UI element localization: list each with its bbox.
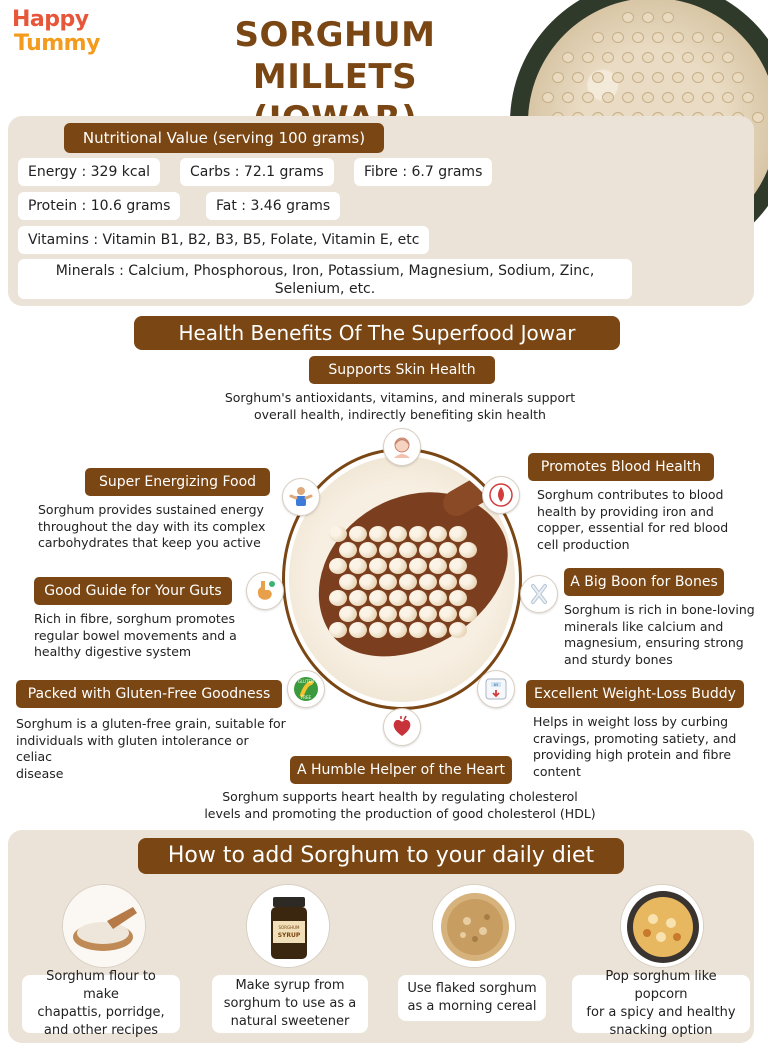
benefit-guts-line1: Rich in fibre, sorghum promotes <box>34 611 235 626</box>
blood-drop-icon <box>482 476 520 514</box>
benefit-weight-line1: Helps in weight loss by curbing <box>533 714 729 729</box>
benefit-bones-line1: Sorghum is rich in bone-loving <box>564 602 755 617</box>
bowl-grain <box>622 12 634 23</box>
benefit-energy-line2: throughout the day with its complex <box>38 518 266 534</box>
sorghum-seed <box>399 542 417 558</box>
sorghum-seed <box>439 606 457 622</box>
nutrition-protein: Protein : 10.6 grams <box>18 192 180 220</box>
diet-item-popped-line1: Pop sorghum like popcorn <box>605 969 717 1002</box>
nutrition-vitamins: Vitamins : Vitamin B1, B2, B3, B5, Folate, Vitamin E, etc <box>18 226 429 254</box>
sorghum-seed <box>349 558 367 574</box>
bowl-grain <box>722 52 734 63</box>
sorghum-seed <box>459 574 477 590</box>
benefit-heart-text <box>150 789 650 822</box>
benefit-weight-line3: providing high protein and fibre <box>533 747 732 762</box>
sorghum-syrup-image <box>246 884 330 968</box>
sorghum-seed <box>419 574 437 590</box>
sorghum-seed <box>459 542 477 558</box>
bowl-grain <box>742 92 754 103</box>
diet-item-syrup-line2: sorghum to use as a <box>223 996 357 1011</box>
bowl-grain <box>672 32 684 43</box>
diet-item-popped <box>572 969 750 1038</box>
scale-icon-reading: 65 <box>493 683 499 688</box>
sorghum-seed <box>419 606 437 622</box>
sorghum-seed <box>359 542 377 558</box>
benefit-heart-line1: Sorghum supports heart health by regulating cholesterol <box>222 789 578 804</box>
sorghum-seed <box>409 622 427 638</box>
sorghum-seed <box>339 606 357 622</box>
sorghum-seed <box>439 574 457 590</box>
bowl-grain <box>732 72 744 83</box>
bone-icon <box>520 575 558 613</box>
benefit-bones-line4: and sturdy bones <box>564 651 673 667</box>
sorghum-seed <box>359 606 377 622</box>
sorghum-seed <box>379 574 397 590</box>
bowl-grain <box>562 92 574 103</box>
benefit-blood-title: Promotes Blood Health <box>528 453 714 481</box>
benefit-skin-line2: overall health, indirectly benefiting skin health <box>254 406 546 422</box>
benefit-energy-text <box>38 502 288 552</box>
diet-item-flakes-line1: Use flaked sorghum <box>407 981 537 996</box>
sorghum-seed <box>449 558 467 574</box>
sorghum-seed <box>429 558 447 574</box>
benefit-heart-line2: levels and promoting the production of good cholesterol (HDL) <box>204 805 596 821</box>
sorghum-seed <box>359 574 377 590</box>
benefit-guts-text <box>34 611 274 661</box>
benefit-gluten-line1: Sorghum is a gluten-free grain, suitable for <box>16 716 286 731</box>
benefit-bones-title: A Big Boon for Bones <box>564 568 724 596</box>
bowl-grain <box>622 52 634 63</box>
benefit-energy-line3: carbohydrates that keep you active <box>38 535 261 550</box>
sorghum-seed <box>449 590 467 606</box>
sorghum-seed <box>399 606 417 622</box>
benefit-skin-line1: Sorghum's antioxidants, vitamins, and minerals support <box>224 390 576 405</box>
sorghum-seed <box>439 542 457 558</box>
sorghum-seed <box>459 606 477 622</box>
benefit-bones-line3: magnesium, ensuring strong <box>564 635 744 650</box>
sorghum-seed <box>339 542 357 558</box>
gluten-free-icon-label-bottom: FREE <box>300 695 312 700</box>
diet-item-flakes <box>398 975 546 1021</box>
sorghum-seed <box>449 526 467 542</box>
sorghum-seed <box>429 526 447 542</box>
benefit-gluten-text <box>16 716 286 782</box>
bowl-grain <box>702 52 714 63</box>
bowl-grain <box>682 52 694 63</box>
sorghum-seed <box>329 526 347 542</box>
gluten-free-icon-label-top: GLUTEN <box>297 679 315 684</box>
benefit-heart-title: A Humble Helper of the Heart <box>290 756 512 784</box>
sorghum-seed <box>369 558 387 574</box>
benefit-bones-text <box>564 602 764 668</box>
diet-item-syrup <box>212 975 368 1033</box>
sorghum-seed <box>389 622 407 638</box>
nutrition-minerals-line1: Minerals : Calcium, Phosphorous, Iron, Potassium, Magnesium, Sodium, Zinc, <box>55 263 595 279</box>
benefit-energy-title: Super Energizing Food <box>85 468 270 496</box>
bowl-grain <box>582 92 594 103</box>
sorghum-seed <box>369 526 387 542</box>
sorghum-seed <box>349 622 367 638</box>
diet-item-flour-line1: Sorghum flour to make <box>46 969 156 1002</box>
diet-item-flakes-line2: as a morning cereal <box>407 999 537 1014</box>
diet-item-flour-line2: chapattis, porridge, <box>37 1005 165 1020</box>
benefit-blood-line2: health by providing iron and <box>537 503 714 519</box>
face-icon <box>383 428 421 466</box>
benefit-guts-title: Good Guide for Your Guts <box>34 577 232 605</box>
nutrition-fibre: Fibre : 6.7 grams <box>354 158 492 186</box>
benefit-weight-text <box>533 714 763 780</box>
diet-item-popped-line2: for a spicy and healthy <box>586 1005 736 1020</box>
nutrition-title: Nutritional Value (serving 100 grams) <box>64 123 384 153</box>
diet-item-flour-line3: and other recipes <box>43 1023 159 1038</box>
sorghum-seed <box>369 622 387 638</box>
sorghum-seed <box>409 526 427 542</box>
sorghum-seed <box>329 590 347 606</box>
benefit-energy-line1: Sorghum provides sustained energy <box>38 502 264 517</box>
benefit-blood-line1: Sorghum contributes to blood <box>537 487 724 502</box>
sorghum-seed <box>379 606 397 622</box>
sorghum-seed <box>329 622 347 638</box>
benefit-blood-text <box>537 487 757 553</box>
sorghum-seed <box>429 590 447 606</box>
benefit-blood-line3: copper, essential for red blood <box>537 520 729 535</box>
sorghum-seed <box>429 622 447 638</box>
bowl-grain <box>642 92 654 103</box>
bowl-grain <box>722 92 734 103</box>
diet-item-syrup-line3: natural sweetener <box>230 1014 350 1029</box>
stomach-icon <box>246 572 284 610</box>
sorghum-seed <box>389 590 407 606</box>
bowl-grain <box>582 52 594 63</box>
bowl-grain <box>672 72 684 83</box>
nutrition-carbs: Carbs : 72.1 grams <box>180 158 334 186</box>
bowl-grain <box>552 72 564 83</box>
diet-item-syrup-line1: Make syrup from <box>235 978 345 993</box>
brand-logo-line1: Happy <box>12 7 89 32</box>
bowl-grain <box>662 52 674 63</box>
strong-person-icon <box>282 478 320 516</box>
benefit-skin-title: Supports Skin Health <box>309 356 495 384</box>
benefits-title: Health Benefits Of The Superfood Jowar <box>134 316 620 350</box>
diet-item-flour <box>22 969 180 1038</box>
diet-title: How to add Sorghum to your daily diet <box>138 838 624 874</box>
sorghum-seed <box>349 526 367 542</box>
nutrition-minerals-line2: Selenium, etc. <box>274 281 376 297</box>
scale-icon <box>477 670 515 708</box>
sorghum-seed <box>389 526 407 542</box>
diet-item-popped-line3: snacking option <box>609 1023 713 1038</box>
benefit-guts-line2: regular bowel movements and a <box>34 627 237 643</box>
bowl-grain <box>632 32 644 43</box>
page-title-line1: SORGHUM MILLETS <box>234 15 436 97</box>
sorghum-seed <box>369 590 387 606</box>
sorghum-seed <box>349 590 367 606</box>
bowl-grain <box>702 92 714 103</box>
bowl-grain <box>602 92 614 103</box>
bowl-grain <box>542 92 554 103</box>
sorghum-seed <box>449 622 467 638</box>
bowl-grain <box>612 72 624 83</box>
popped-sorghum-image <box>620 884 704 968</box>
flaked-sorghum-image <box>432 884 516 968</box>
heart-icon <box>383 708 421 746</box>
bowl-grain <box>602 52 614 63</box>
bowl-grain <box>612 32 624 43</box>
bowl-grain <box>652 32 664 43</box>
benefit-gluten-title: Packed with Gluten-Free Goodness <box>16 680 282 708</box>
sorghum-seed <box>329 558 347 574</box>
brand-logo-line2: Tummy <box>14 31 100 56</box>
bowl-grain <box>692 32 704 43</box>
benefit-guts-line3: healthy digestive system <box>34 644 192 659</box>
syrup-label-line1: SORGHUM <box>278 925 300 930</box>
bowl-grain <box>632 72 644 83</box>
syrup-label-line2: SYRUP <box>277 932 301 939</box>
nutrition-energy: Energy : 329 kcal <box>18 158 160 186</box>
benefit-gluten-line3: disease <box>16 765 64 781</box>
bowl-grain <box>652 72 664 83</box>
benefit-weight-title: Excellent Weight-Loss Buddy <box>526 680 744 708</box>
bowl-grain <box>682 92 694 103</box>
sorghum-seed <box>379 542 397 558</box>
bowl-grain <box>662 12 674 23</box>
bowl-grain <box>712 72 724 83</box>
nutrition-fat: Fat : 3.46 grams <box>206 192 340 220</box>
benefit-blood-line4: cell production <box>537 536 630 552</box>
sorghum-seed <box>389 558 407 574</box>
brand-logo <box>12 8 102 56</box>
bowl-grain <box>642 52 654 63</box>
bowl-grain <box>592 32 604 43</box>
sorghum-seed <box>339 574 357 590</box>
benefit-weight-line2: cravings, promoting satiety, and <box>533 730 737 746</box>
nutrition-minerals <box>18 259 632 299</box>
benefit-weight-line4: content <box>533 763 581 779</box>
bowl-grain <box>622 92 634 103</box>
bowl-grain <box>562 52 574 63</box>
sorghum-seed <box>399 574 417 590</box>
benefit-skin-text <box>190 390 610 423</box>
benefit-gluten-line2: individuals with gluten intolerance or celiac <box>16 732 249 764</box>
sorghum-flour-image <box>62 884 146 968</box>
bowl-grain <box>692 72 704 83</box>
bowl-grain <box>712 32 724 43</box>
benefit-bones-line2: minerals like calcium and <box>564 618 724 634</box>
bowl-grain <box>642 12 654 23</box>
bowl-grain <box>592 72 604 83</box>
sorghum-seed <box>409 590 427 606</box>
bowl-grain <box>752 112 764 123</box>
bowl-grain <box>662 92 674 103</box>
gluten-free-icon <box>287 670 325 708</box>
bowl-grain <box>572 72 584 83</box>
sorghum-seed <box>419 542 437 558</box>
sorghum-seed <box>409 558 427 574</box>
